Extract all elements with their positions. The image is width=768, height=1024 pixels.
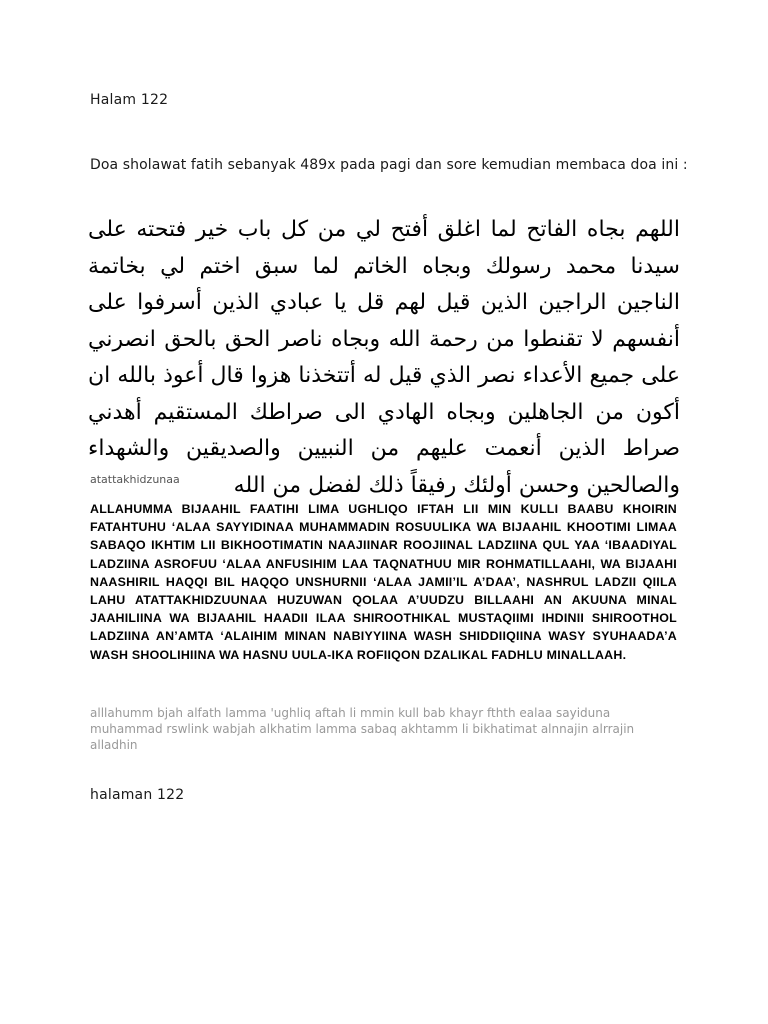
- page-heading-bottom: halaman 122: [90, 787, 185, 803]
- keyword-label: atattakhidzunaa: [90, 473, 180, 486]
- transliteration-text: alllahumm bjah alfath lamma 'ughliq aftah li mmin kull bab khayr fthth ealaa sayiduna muhammad rswlink wabjah alkhatim lamma sabaq akhtamm li bikhatimat alnnajin alrrajin alladhin: [90, 706, 635, 752]
- intro-paragraph: Doa sholawat fatih sebanyak 489x pada pagi dan sore kemudian membaca doa ini :: [90, 157, 688, 173]
- page-heading-top: Halam 122: [90, 92, 169, 108]
- arabic-prayer-text: اللهم بجاه الفاتح لما اغلق أفتح لي من كل باب خير فتحته على سيدنا محمد رسولك وبجاه الخاتم لما سبق اختم لي بخاتمة الناجين الراجين الذين قيل لهم قل يا عبادي الذين أسرفوا على أنفسهم لا تقنطوا من رحمة الله وبجاه ناصر الحق بالحق انصرني على جميع الأعداء نصر الذي قيل له أتتخذنا هزوا قال أعوذ بالله ان أكون من الجاهلين وبجاه الهادي الى صراطك المستقيم أهدني صراط الذين أنعمت عليهم من النبيين والصديقين والشهداء والصالحين وحسن أولئك رفيقاً ذلك لفضل من الله: [88, 217, 680, 498]
- latin-prayer-text: ALLAHUMMA BIJAAHIL FAATIHI LIMA UGHLIQO IFTAH LII MIN KULLI BAABU KHOIRIN FATAHTUHU ‘ALAA SAYYIDINAA MUHAMMADIN ROSUULIKA WA BIJAAHIL KHOOTIMI LIMAA SABAQO IKHTIM LII BIKHOOTIMATIN NAAJIINAR ROOJIINAL LADZIINA QUL YAA ‘IBAADIYAL LADZIINA ASROFUU ‘ALAA ANFUSIHIM LAA TAQNATHUU MIR ROHMATILLAAHI, WA BIJAAHI NAASHIRIL HAQQI BIL HAQQO UNSHURNII ‘ALAA JAMII’IL A’DAA’, NASHRUL LADZII QIILA LAHU ATATTAKHIDZUUNAA HUZUWAN QOLAA A’UUDZU BILLAAHI AN AKUUNA MINAL JAAHILIINA WA BIJAAHIL HAADII ILAA SHIROOTHIKAL MUSTAQIIMI IHDINII SHIROOTHOL LADZIINA AN’AMTA ‘ALAIHIM MINAN NABIYYIINA WASH SHIDDIIQIINA WASY SYUHAADA’A WASH SHOOLIHIINA WA HASNU UULA-IKA ROFIIQON DZALIKAL FADHLU MINALLAAH.: [90, 502, 677, 662]
